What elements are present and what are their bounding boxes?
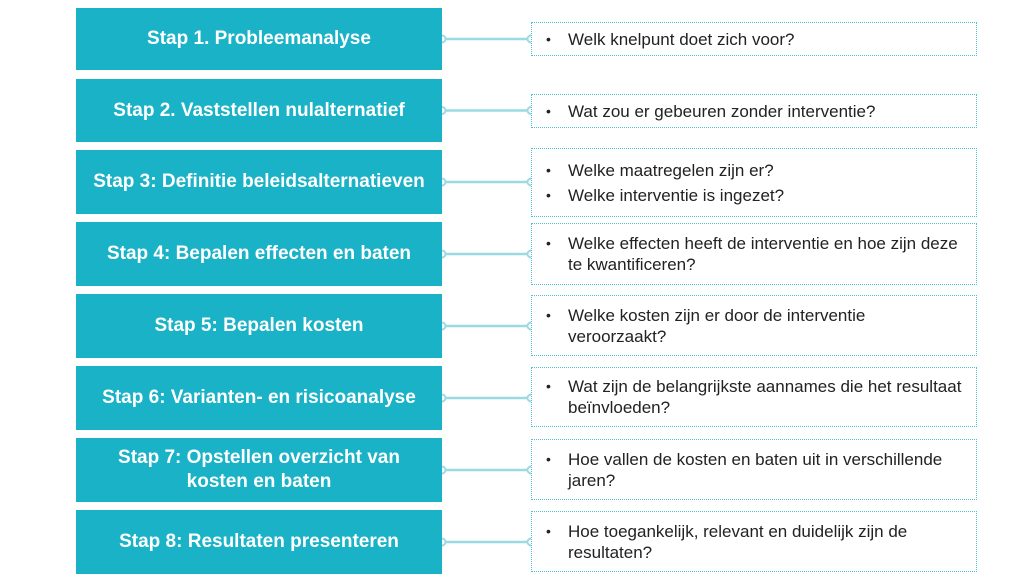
bullet-icon: •	[546, 30, 551, 47]
step-1-label: Stap 1. Probleemanalyse	[147, 28, 371, 49]
bullet-icon: •	[546, 450, 551, 467]
step-7-label: Stap 7: Opstellen overzicht van kosten en baten	[118, 447, 400, 492]
step-8-box	[76, 510, 442, 574]
question-text: Welke interventie is ingezet?	[568, 185, 785, 205]
question-item	[546, 101, 964, 122]
question-text: Welk knelpunt doet zich voor?	[568, 29, 795, 49]
step-7-box	[76, 438, 442, 502]
bullet-icon: •	[546, 378, 551, 394]
question-text: Welke maatregelen zijn er?	[568, 160, 774, 180]
step-4-questions	[531, 223, 977, 285]
step-4-label: Stap 4: Bepalen effecten en baten	[106, 243, 412, 264]
question-text: Welke kosten zijn er door de interventie veroorzaakt?	[568, 305, 866, 346]
bullet-icon: •	[546, 102, 551, 119]
bullet-icon: •	[546, 235, 551, 251]
question-item	[546, 449, 964, 491]
question-item	[546, 376, 964, 418]
bullet-icon: •	[546, 186, 551, 203]
step-5-box	[76, 294, 442, 358]
bullet-icon: •	[546, 522, 551, 539]
question-item	[546, 160, 964, 181]
question-text: Welke effecten heeft de interventie en hoe zijn deze te kwantificeren?	[568, 234, 958, 274]
bullet-icon: •	[546, 161, 551, 178]
bullet-icon: •	[546, 306, 551, 323]
step-3-label: Stap 3: Definitie beleidsalternatieven	[93, 171, 425, 192]
question-text: Hoe toegankelijk, relevant en duidelijk zijn de resultaten?	[568, 521, 908, 562]
question-text: Wat zijn de belangrijkste aannames die het resultaat beïnvloeden?	[568, 377, 962, 417]
step-6-questions	[531, 367, 977, 427]
step-6-box	[76, 366, 442, 430]
step-3-box	[76, 150, 442, 214]
question-item	[546, 233, 964, 275]
question-item	[546, 521, 964, 563]
step-2-box	[76, 79, 442, 142]
step-8-label: Stap 8: Resultaten presenteren	[119, 531, 399, 552]
step-1-questions	[531, 22, 977, 56]
step-3-questions	[531, 148, 977, 217]
step-1-box	[76, 8, 442, 70]
question-item	[546, 29, 964, 50]
question-item	[546, 185, 964, 206]
step-7-questions	[531, 439, 977, 500]
step-2-questions	[531, 94, 977, 128]
step-5-questions	[531, 295, 977, 356]
question-item	[546, 305, 964, 347]
step-5-label: Stap 5: Bepalen kosten	[154, 315, 364, 336]
question-text: Wat zou er gebeuren zonder interventie?	[568, 101, 876, 121]
step-4-box	[76, 222, 442, 286]
step-6-label: Stap 6: Varianten- en risicoanalyse	[102, 387, 416, 408]
question-text: Hoe vallen de kosten en baten uit in verschillende jaren?	[568, 449, 943, 490]
step-8-questions	[531, 511, 977, 572]
step-2-label: Stap 2. Vaststellen nulalternatief	[113, 99, 405, 121]
